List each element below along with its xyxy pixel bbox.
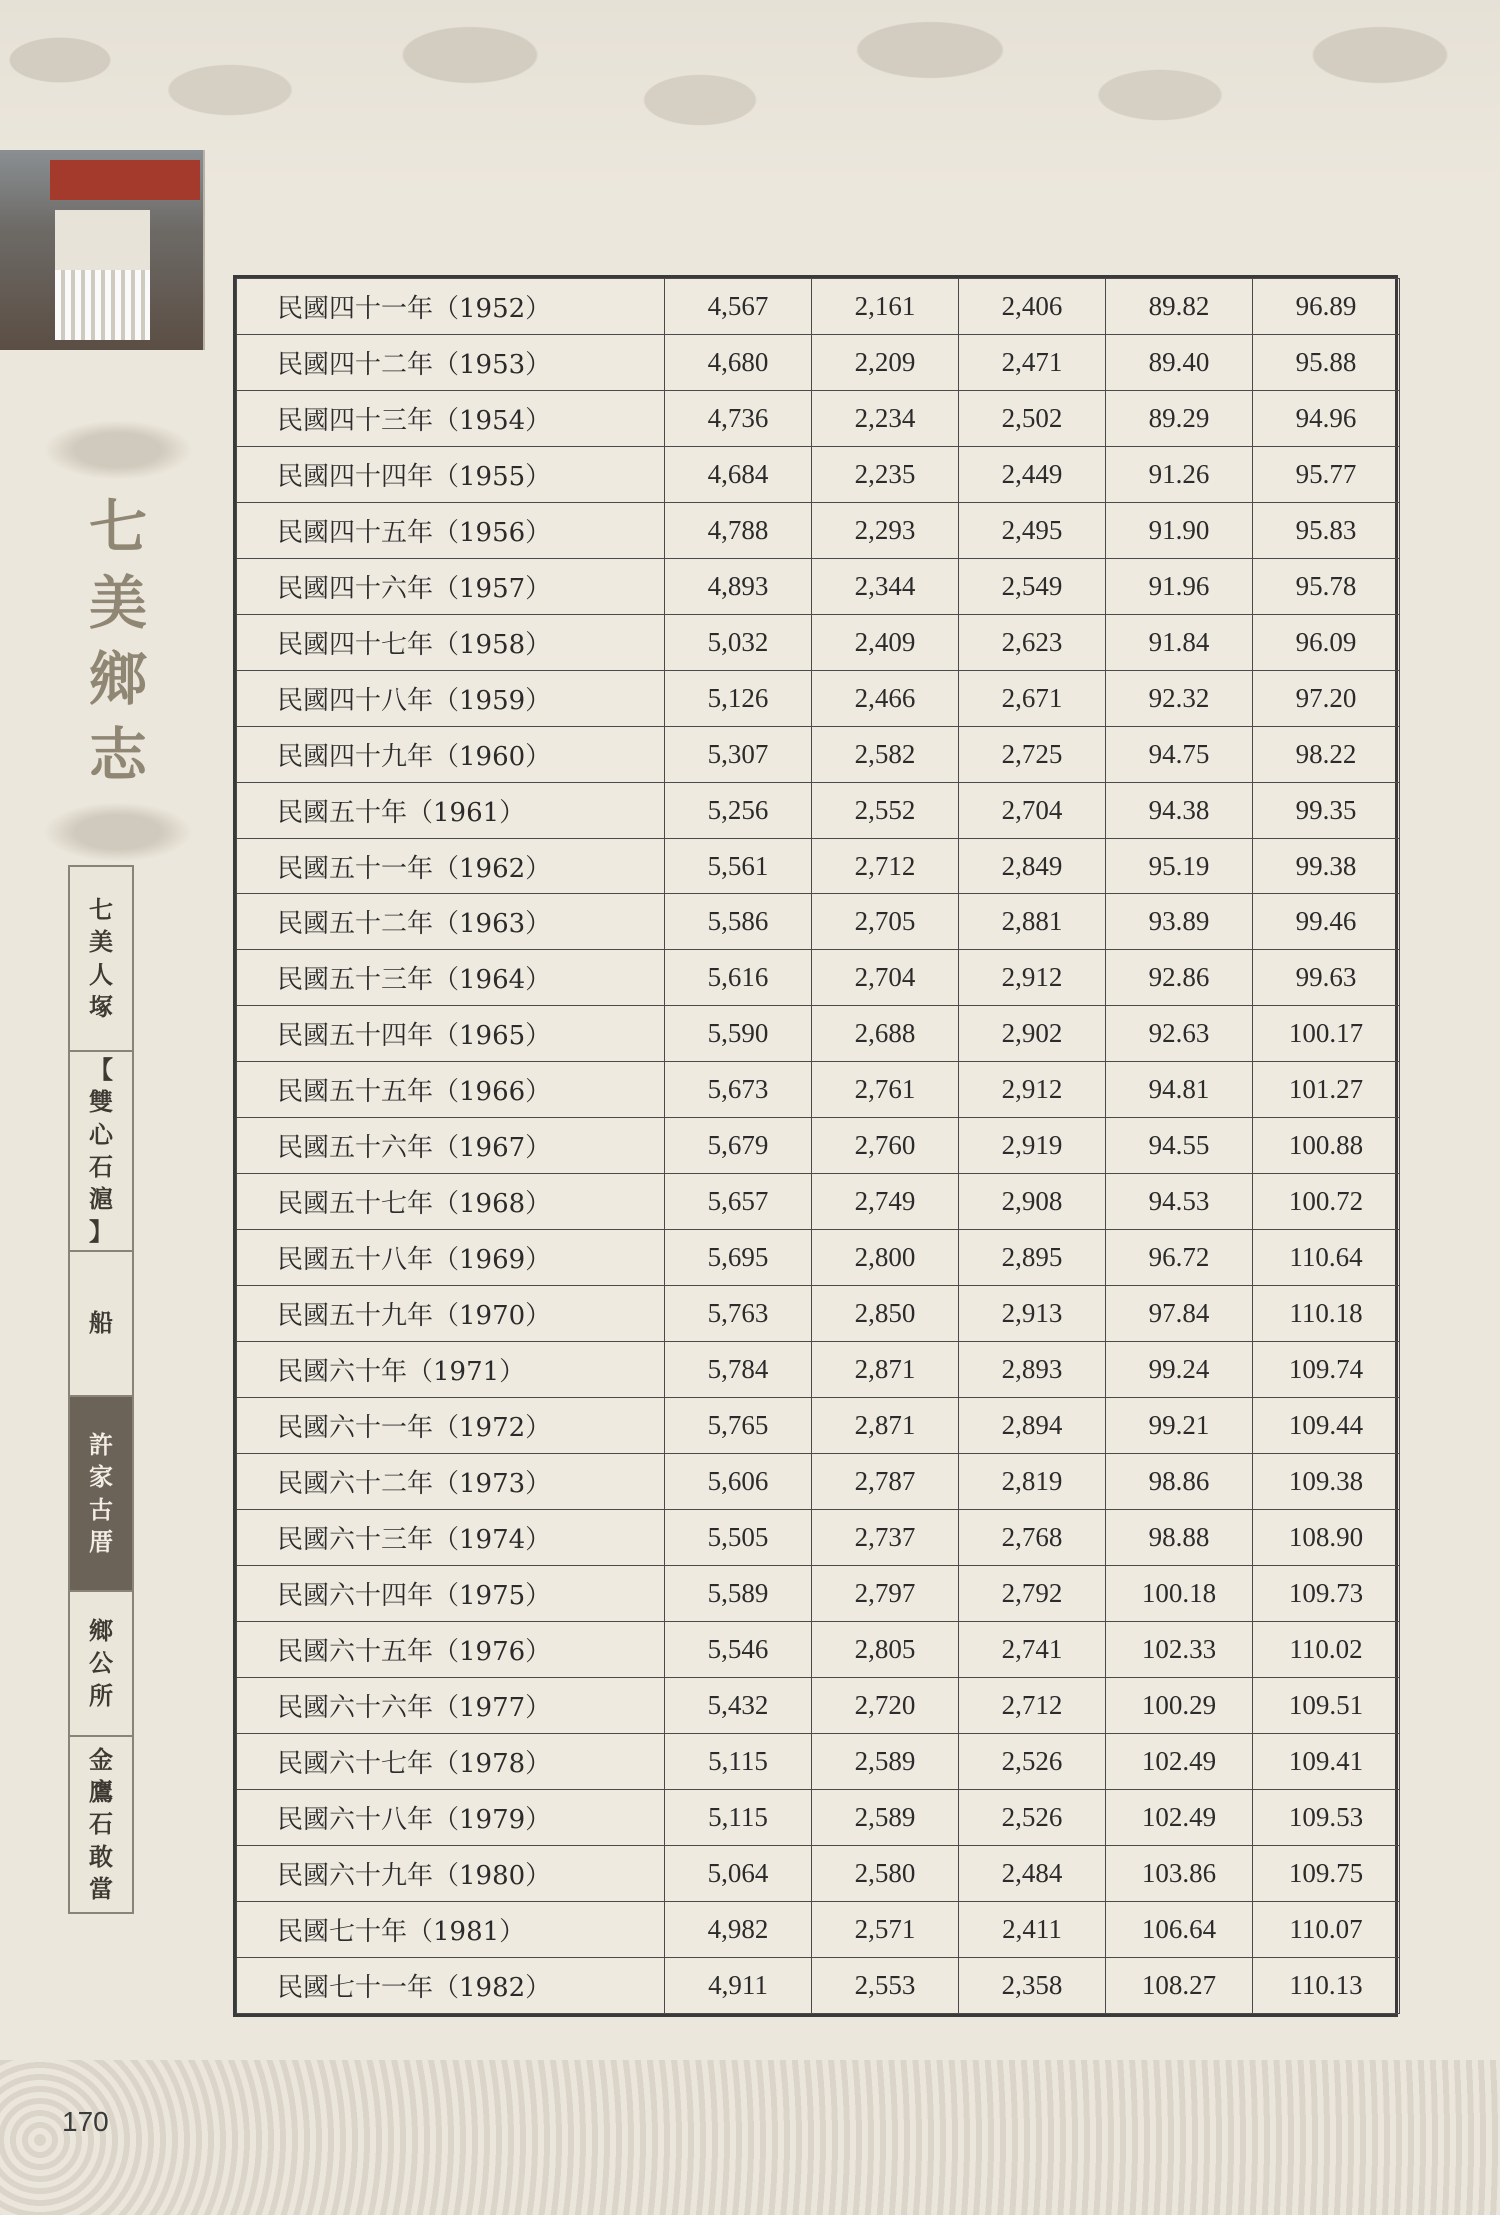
value-cell: 2,913 [959, 1286, 1106, 1342]
year-cell: 民國六十四年（1975） [237, 1565, 665, 1621]
value-cell: 2,705 [812, 894, 959, 950]
value-cell: 5,432 [665, 1677, 812, 1733]
year-cell: 民國四十五年（1956） [237, 502, 665, 558]
value-cell: 5,765 [665, 1398, 812, 1454]
table-row [237, 614, 1400, 670]
table-body [237, 279, 1400, 2014]
value-cell: 109.38 [1253, 1454, 1400, 1510]
value-cell: 97.20 [1253, 670, 1400, 726]
value-cell: 110.07 [1253, 1901, 1400, 1957]
table-row [237, 838, 1400, 894]
year-cell: 民國五十五年（1966） [237, 1062, 665, 1118]
table-row [237, 1342, 1400, 1398]
value-cell: 2,409 [812, 614, 959, 670]
value-cell: 2,580 [812, 1845, 959, 1901]
value-cell: 2,881 [959, 894, 1106, 950]
value-cell: 2,850 [812, 1286, 959, 1342]
value-cell: 5,064 [665, 1845, 812, 1901]
value-cell: 108.27 [1106, 1957, 1253, 2013]
value-cell: 2,484 [959, 1845, 1106, 1901]
value-cell: 110.13 [1253, 1957, 1400, 2013]
value-cell: 5,590 [665, 1006, 812, 1062]
year-cell: 民國四十七年（1958） [237, 614, 665, 670]
value-cell: 2,671 [959, 670, 1106, 726]
value-cell: 89.40 [1106, 334, 1253, 390]
value-cell: 2,235 [812, 446, 959, 502]
year-cell: 民國六十六年（1977） [237, 1677, 665, 1733]
year-cell: 民國四十一年（1952） [237, 279, 665, 335]
value-cell: 98.86 [1106, 1454, 1253, 1510]
value-cell: 102.33 [1106, 1621, 1253, 1677]
value-cell: 2,553 [812, 1957, 959, 2013]
cloud-ornament-icon [43, 420, 193, 480]
table-row [237, 502, 1400, 558]
value-cell: 5,307 [665, 726, 812, 782]
table-row [237, 1733, 1400, 1789]
year-cell: 民國四十六年（1957） [237, 558, 665, 614]
chapter-tab[interactable] [70, 1592, 132, 1737]
value-cell: 92.63 [1106, 1006, 1253, 1062]
value-cell: 2,688 [812, 1006, 959, 1062]
value-cell: 101.27 [1253, 1062, 1400, 1118]
value-cell: 5,561 [665, 838, 812, 894]
value-cell: 5,784 [665, 1342, 812, 1398]
value-cell: 2,919 [959, 1118, 1106, 1174]
year-cell: 民國六十年（1971） [237, 1342, 665, 1398]
value-cell: 4,788 [665, 502, 812, 558]
value-cell: 2,293 [812, 502, 959, 558]
table-row [237, 1845, 1400, 1901]
value-cell: 96.72 [1106, 1230, 1253, 1286]
value-cell: 2,894 [959, 1398, 1106, 1454]
chapter-tab-char: 石 [89, 1809, 113, 1839]
cloud-ornament-icon [43, 802, 193, 862]
value-cell: 109.74 [1253, 1342, 1400, 1398]
value-cell: 100.29 [1106, 1677, 1253, 1733]
chapter-tab-char: 七 [89, 894, 113, 924]
year-cell: 民國五十八年（1969） [237, 1230, 665, 1286]
table-row [237, 1454, 1400, 1510]
chapter-tab-char: 許 [89, 1429, 113, 1459]
table-row [237, 670, 1400, 726]
book-title-char: 美 [88, 569, 147, 637]
value-cell: 5,616 [665, 950, 812, 1006]
value-cell: 108.90 [1253, 1509, 1400, 1565]
value-cell: 2,871 [812, 1342, 959, 1398]
value-cell: 2,161 [812, 279, 959, 335]
table-row [237, 894, 1400, 950]
value-cell: 2,589 [812, 1733, 959, 1789]
value-cell: 2,912 [959, 1062, 1106, 1118]
chapter-tab-char: 公 [89, 1648, 113, 1678]
year-cell: 民國五十七年（1968） [237, 1174, 665, 1230]
chapter-tab-char: 古 [89, 1494, 113, 1524]
table-row [237, 1509, 1400, 1565]
value-cell: 2,792 [959, 1565, 1106, 1621]
value-cell: 97.84 [1106, 1286, 1253, 1342]
value-cell: 2,209 [812, 334, 959, 390]
chapter-tab-char: 滬 [89, 1184, 113, 1214]
chapter-tab[interactable] [70, 1737, 132, 1912]
value-cell: 2,406 [959, 279, 1106, 335]
value-cell: 5,586 [665, 894, 812, 950]
year-cell: 民國七十年（1981） [237, 1901, 665, 1957]
year-cell: 民國六十三年（1974） [237, 1509, 665, 1565]
value-cell: 5,256 [665, 782, 812, 838]
value-cell: 5,115 [665, 1733, 812, 1789]
book-title-char: 鄉 [88, 645, 147, 713]
chapter-tab-char: 心 [89, 1119, 113, 1149]
value-cell: 109.41 [1253, 1733, 1400, 1789]
value-cell: 5,115 [665, 1789, 812, 1845]
table-row [237, 1174, 1400, 1230]
value-cell: 2,849 [959, 838, 1106, 894]
chapter-tab-char: 金 [89, 1744, 113, 1774]
chapter-tab-char: 美 [89, 927, 113, 957]
chapter-tab-char: 石 [89, 1152, 113, 1181]
value-cell: 99.46 [1253, 894, 1400, 950]
value-cell: 99.24 [1106, 1342, 1253, 1398]
chapter-tab-char: 鷹 [89, 1776, 113, 1806]
value-cell: 5,505 [665, 1509, 812, 1565]
house-gate [55, 270, 150, 340]
year-cell: 民國五十年（1961） [237, 782, 665, 838]
value-cell: 2,495 [959, 502, 1106, 558]
wave-decoration-bottom [0, 2060, 1500, 2215]
table-row [237, 726, 1400, 782]
value-cell: 2,623 [959, 614, 1106, 670]
value-cell: 2,871 [812, 1398, 959, 1454]
value-cell: 100.72 [1253, 1174, 1400, 1230]
value-cell: 94.75 [1106, 726, 1253, 782]
house-photo [0, 150, 205, 350]
value-cell: 100.18 [1106, 1565, 1253, 1621]
value-cell: 96.09 [1253, 614, 1400, 670]
year-cell: 民國六十五年（1976） [237, 1621, 665, 1677]
value-cell: 2,902 [959, 1006, 1106, 1062]
value-cell: 2,712 [812, 838, 959, 894]
value-cell: 95.88 [1253, 334, 1400, 390]
house-roof [50, 160, 200, 200]
chapter-tab[interactable] [70, 1397, 132, 1592]
table-row [237, 558, 1400, 614]
chapter-tab-char: 家 [89, 1462, 113, 1492]
value-cell: 2,571 [812, 1901, 959, 1957]
chapter-tab-char: 人 [89, 959, 113, 989]
table-row [237, 1006, 1400, 1062]
value-cell: 110.64 [1253, 1230, 1400, 1286]
value-cell: 2,725 [959, 726, 1106, 782]
value-cell: 99.38 [1253, 838, 1400, 894]
value-cell: 95.19 [1106, 838, 1253, 894]
value-cell: 103.86 [1106, 1845, 1253, 1901]
value-cell: 109.51 [1253, 1677, 1400, 1733]
value-cell: 2,411 [959, 1901, 1106, 1957]
value-cell: 2,471 [959, 334, 1106, 390]
table-row [237, 446, 1400, 502]
value-cell: 94.38 [1106, 782, 1253, 838]
value-cell: 106.64 [1106, 1901, 1253, 1957]
value-cell: 100.88 [1253, 1118, 1400, 1174]
table-row [237, 1062, 1400, 1118]
value-cell: 5,546 [665, 1621, 812, 1677]
chapter-tab-char: 敢 [89, 1841, 113, 1871]
year-cell: 民國四十八年（1959） [237, 670, 665, 726]
value-cell: 5,763 [665, 1286, 812, 1342]
chapter-tab-char: 當 [89, 1874, 113, 1904]
cloud-decoration-top [0, 0, 1500, 190]
value-cell: 4,736 [665, 390, 812, 446]
value-cell: 94.53 [1106, 1174, 1253, 1230]
year-cell: 民國四十三年（1954） [237, 390, 665, 446]
value-cell: 2,358 [959, 1957, 1106, 2013]
year-cell: 民國六十七年（1978） [237, 1733, 665, 1789]
value-cell: 5,657 [665, 1174, 812, 1230]
year-cell: 民國四十九年（1960） [237, 726, 665, 782]
value-cell: 102.49 [1106, 1733, 1253, 1789]
value-cell: 92.86 [1106, 950, 1253, 1006]
value-cell: 2,800 [812, 1230, 959, 1286]
value-cell: 2,741 [959, 1621, 1106, 1677]
value-cell: 95.78 [1253, 558, 1400, 614]
year-cell: 民國五十九年（1970） [237, 1286, 665, 1342]
value-cell: 95.77 [1253, 446, 1400, 502]
year-cell: 民國四十二年（1953） [237, 334, 665, 390]
chapter-tab-char: 船 [89, 1308, 113, 1338]
chapter-tabs [68, 865, 134, 1914]
value-cell: 5,679 [665, 1118, 812, 1174]
table-row [237, 1230, 1400, 1286]
book-title-char: 七 [88, 493, 147, 561]
value-cell: 95.83 [1253, 502, 1400, 558]
table-row [237, 334, 1400, 390]
year-cell: 民國六十九年（1980） [237, 1845, 665, 1901]
value-cell: 5,695 [665, 1230, 812, 1286]
value-cell: 2,234 [812, 390, 959, 446]
value-cell: 5,126 [665, 670, 812, 726]
chapter-tab[interactable] [70, 1052, 132, 1252]
value-cell: 89.29 [1106, 390, 1253, 446]
year-cell: 民國五十二年（1963） [237, 894, 665, 950]
chapter-tab-char: 所 [89, 1680, 113, 1710]
value-cell: 2,749 [812, 1174, 959, 1230]
value-cell: 94.81 [1106, 1062, 1253, 1118]
chapter-tab[interactable] [70, 867, 132, 1052]
value-cell: 2,805 [812, 1621, 959, 1677]
value-cell: 2,912 [959, 950, 1106, 1006]
value-cell: 2,704 [812, 950, 959, 1006]
page-number: 170 [62, 2106, 109, 2137]
year-cell: 民國五十三年（1964） [237, 950, 665, 1006]
value-cell: 4,893 [665, 558, 812, 614]
value-cell: 91.90 [1106, 502, 1253, 558]
value-cell: 2,704 [959, 782, 1106, 838]
year-cell: 民國五十六年（1967） [237, 1118, 665, 1174]
chapter-tab-char: 厝 [89, 1526, 113, 1556]
table-row [237, 279, 1400, 335]
value-cell: 2,466 [812, 670, 959, 726]
year-cell: 民國六十八年（1979） [237, 1789, 665, 1845]
value-cell: 2,787 [812, 1454, 959, 1510]
table-row [237, 1118, 1400, 1174]
value-cell: 110.02 [1253, 1621, 1400, 1677]
table-row [237, 1565, 1400, 1621]
value-cell: 91.96 [1106, 558, 1253, 614]
value-cell: 5,673 [665, 1062, 812, 1118]
value-cell: 2,819 [959, 1454, 1106, 1510]
year-cell: 民國四十四年（1955） [237, 446, 665, 502]
table-row [237, 390, 1400, 446]
value-cell: 99.35 [1253, 782, 1400, 838]
value-cell: 91.26 [1106, 446, 1253, 502]
table-row [237, 950, 1400, 1006]
value-cell: 96.89 [1253, 279, 1400, 335]
year-cell: 民國五十四年（1965） [237, 1006, 665, 1062]
value-cell: 2,712 [959, 1677, 1106, 1733]
chapter-tab-char: 】 [89, 1216, 113, 1246]
value-cell: 2,737 [812, 1509, 959, 1565]
value-cell: 2,908 [959, 1174, 1106, 1230]
value-cell: 2,502 [959, 390, 1106, 446]
value-cell: 2,549 [959, 558, 1106, 614]
table-row [237, 1286, 1400, 1342]
year-cell: 民國六十二年（1973） [237, 1454, 665, 1510]
value-cell: 98.88 [1106, 1509, 1253, 1565]
chapter-tab-char: 鄉 [89, 1615, 113, 1645]
value-cell: 2,893 [959, 1342, 1106, 1398]
chapter-tab-char: 雙 [89, 1087, 113, 1117]
value-cell: 92.32 [1106, 670, 1253, 726]
value-cell: 109.44 [1253, 1398, 1400, 1454]
value-cell: 109.75 [1253, 1845, 1400, 1901]
table-row [237, 782, 1400, 838]
value-cell: 110.18 [1253, 1286, 1400, 1342]
value-cell: 99.63 [1253, 950, 1400, 1006]
value-cell: 2,760 [812, 1118, 959, 1174]
value-cell: 2,797 [812, 1565, 959, 1621]
table-row [237, 1957, 1400, 2013]
value-cell: 4,684 [665, 446, 812, 502]
value-cell: 2,582 [812, 726, 959, 782]
chapter-tab-char: 【 [89, 1054, 113, 1084]
year-cell: 民國七十一年（1982） [237, 1957, 665, 2013]
value-cell: 4,567 [665, 279, 812, 335]
value-cell: 2,768 [959, 1509, 1106, 1565]
table-row [237, 1677, 1400, 1733]
value-cell: 4,911 [665, 1957, 812, 2013]
year-cell: 民國五十一年（1962） [237, 838, 665, 894]
value-cell: 5,606 [665, 1454, 812, 1510]
value-cell: 93.89 [1106, 894, 1253, 950]
value-cell: 89.82 [1106, 279, 1253, 335]
value-cell: 5,032 [665, 614, 812, 670]
value-cell: 4,982 [665, 1901, 812, 1957]
value-cell: 2,720 [812, 1677, 959, 1733]
value-cell: 4,680 [665, 334, 812, 390]
value-cell: 2,526 [959, 1733, 1106, 1789]
chapter-tab[interactable] [70, 1252, 132, 1397]
book-title [58, 420, 178, 862]
value-cell: 2,761 [812, 1062, 959, 1118]
table-row [237, 1789, 1400, 1845]
value-cell: 94.96 [1253, 390, 1400, 446]
value-cell: 100.17 [1253, 1006, 1400, 1062]
table-row [237, 1398, 1400, 1454]
value-cell: 99.21 [1106, 1398, 1253, 1454]
population-table [233, 275, 1398, 2017]
value-cell: 2,344 [812, 558, 959, 614]
value-cell: 2,526 [959, 1789, 1106, 1845]
year-cell: 民國六十一年（1972） [237, 1398, 665, 1454]
value-cell: 91.84 [1106, 614, 1253, 670]
value-cell: 94.55 [1106, 1118, 1253, 1174]
value-cell: 2,895 [959, 1230, 1106, 1286]
value-cell: 109.53 [1253, 1789, 1400, 1845]
value-cell: 5,589 [665, 1565, 812, 1621]
value-cell: 2,449 [959, 446, 1106, 502]
table-row [237, 1901, 1400, 1957]
value-cell: 2,589 [812, 1789, 959, 1845]
table-row [237, 1621, 1400, 1677]
value-cell: 109.73 [1253, 1565, 1400, 1621]
book-title-char: 志 [88, 721, 147, 789]
value-cell: 2,552 [812, 782, 959, 838]
value-cell: 98.22 [1253, 726, 1400, 782]
value-cell: 102.49 [1106, 1789, 1253, 1845]
chapter-tab-char: 塚 [89, 991, 113, 1021]
